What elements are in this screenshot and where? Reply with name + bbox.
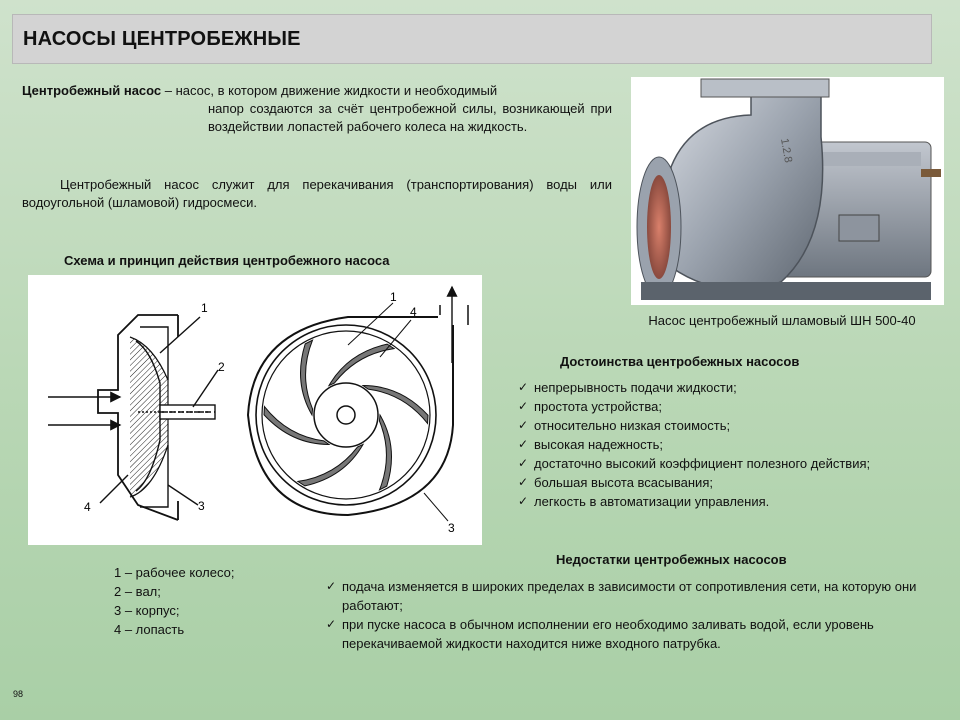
disadvantages-list [326,577,946,653]
list-item [518,454,878,473]
pump-photo [631,77,944,305]
left-label-4: 4 [84,500,91,514]
pump-marking: 1.2.8 [778,137,795,164]
list-item [326,577,946,615]
definition-first-line-text: – насос, в котором движение жидкости и необходимый [161,83,498,98]
legend-item: 2 – вал; [114,584,161,599]
pump-scheme-svg [28,275,482,545]
advantages-list [518,378,878,511]
list-item-text: достаточно высокий коэффициент полезного действия; [534,456,871,471]
list-item-text: подача изменяется в широких пределах в зависимости от сопротивления сети, на которую они работают; [342,579,917,613]
page-title: НАСОСЫ ЦЕНТРОБЕЖНЫЕ [23,28,301,50]
check-icon: ✓ [518,437,529,451]
list-item [518,473,878,492]
title-bar [12,14,932,64]
impeller-blade [264,407,329,445]
check-icon: ✓ [518,399,529,413]
left-label-2: 2 [218,360,225,374]
list-item [518,397,878,416]
check-icon: ✓ [518,418,529,432]
check-icon: ✓ [518,380,529,394]
check-icon: ✓ [518,494,529,508]
list-item [518,492,878,511]
right-label-1: 1 [390,290,397,304]
impeller-blade [300,340,312,415]
list-item-text: легкость в автоматизации управления. [534,494,770,509]
photo-caption: Насос центробежный шламовый ШН 500-40 [648,313,916,328]
list-item-text: при пуске насоса в обычном исполнении его необходимо заливать водой, если уровень перекачиваемой жидкости находится ниже входного патрубка. [342,617,874,651]
check-icon: ✓ [518,475,529,489]
impeller-blade [329,344,394,385]
check-icon: ✓ [518,456,529,470]
list-item [518,378,878,397]
scheme-title: Схема и принцип действия центробежного насоса [64,253,390,268]
impeller-blades [264,340,428,490]
impeller-blade [363,386,428,424]
list-item-text: непрерывность подачи жидкости; [534,380,737,395]
legend-item: 4 – лопасть [114,622,185,637]
legend-item: 1 – рабочее колесо; [114,565,235,580]
right-label-3: 3 [448,521,455,535]
definition-term: Центробежный насос [22,83,162,98]
left-label-3: 3 [198,499,205,513]
definition-rest: напор создаются за счёт центробежной силы, возникающей при воздействии лопастей рабочего колеса на жидкость. [208,101,612,134]
list-item-text: простота устройства; [534,399,662,414]
list-item-text: относительно низкая стоимость; [534,418,731,433]
pump-scheme-diagram [28,275,482,545]
page-number: 98 [13,689,24,699]
scheme-legend [114,563,234,639]
pump-photo-svg [631,77,944,305]
advantages-title: Достоинства центробежных насосов [560,354,800,369]
definition-text [22,82,612,136]
right-label-4: 4 [410,305,417,319]
check-icon: ✓ [326,617,337,631]
impeller-blade [379,415,391,490]
purpose-paragraph: Центробежный насос служит для перекачивания (транспортирования) воды или водоугольной (шламовой) гидросмеси. [22,177,612,210]
list-item-text: большая высота всасывания; [534,475,713,490]
legend-item: 3 – корпус; [114,603,180,618]
list-item [518,435,878,454]
list-item [326,615,946,653]
section-view [48,315,218,520]
impeller-view [248,287,468,515]
list-item [518,416,878,435]
check-icon: ✓ [326,579,337,593]
definition-first-line [22,82,612,100]
disadvantages-title: Недостатки центробежных насосов [556,552,787,567]
impeller-blade [298,444,363,485]
left-label-1: 1 [201,301,208,315]
list-item-text: высокая надежность; [534,437,664,452]
